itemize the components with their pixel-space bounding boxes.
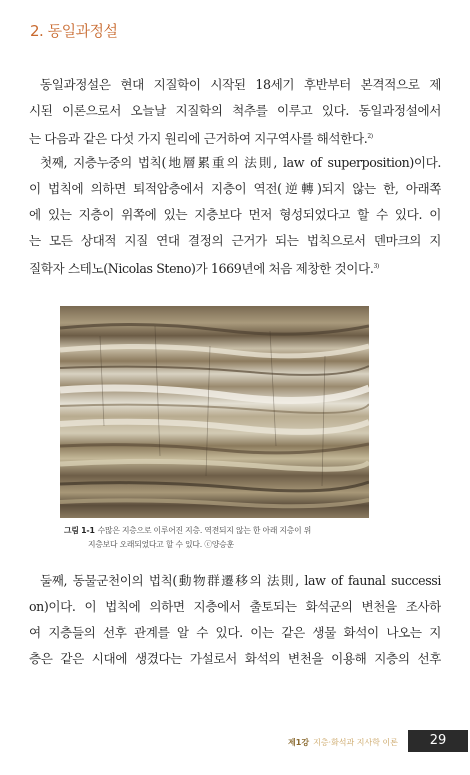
caption-line-2: 지층보다 오래되었다고 할 수 있다. ⓒ양승훈	[88, 540, 234, 549]
paragraph-line: 여 지층들의 선후 관계를 알 수 있다. 이는 같은 생물 화석이 나오는 지	[29, 625, 441, 640]
paragraph-line: on)이다. 이 법칙에 의하면 지층에서 출토되는 화석군의 변천을 조사하	[29, 599, 441, 614]
chapter-label: 제1강	[288, 738, 310, 747]
footnote-marker: 3)	[373, 263, 379, 270]
paragraph-line: 이 법칙에 의하면 퇴적암층에서 지층이 역전(逆轉)되지 않는 한, 아래쪽	[29, 181, 441, 196]
paragraph-line: 시된 이론으로서 오늘날 지질학의 척추를 이루고 있다. 동일과정설에서	[29, 103, 441, 118]
paragraph-line: 층은 같은 시대에 생겼다는 가설로서 화석의 변천을 이용해 지층의 선후	[29, 651, 441, 666]
section-heading: 2. 동일과정설	[30, 22, 118, 40]
paragraph-superposition	[29, 150, 441, 282]
paragraph-line	[29, 254, 441, 282]
chapter-title: 지층·화석과 지사학 이론	[313, 738, 398, 747]
rock-strata-photo	[60, 306, 369, 518]
running-footer	[288, 737, 398, 748]
paragraph-intro	[29, 72, 441, 152]
paragraph-line: 동일과정설은 현대 지질학이 시작된 18세기 후반부터 본격적으로 제	[40, 77, 441, 92]
footnote-marker: 2)	[367, 133, 373, 140]
rock-strata-image	[60, 306, 369, 518]
figure-caption	[64, 524, 384, 552]
paragraph-line	[29, 124, 441, 152]
paragraph-line: 둘째, 동물군천이의 법칙(動物群遷移의 法則, law of faunal successi	[40, 573, 441, 588]
paragraph-line-text: 질학자 스테노(Nicolas Steno)가 1669년에 처음 제창한 것이다.	[29, 261, 374, 276]
paragraph-line: 첫째, 지층누중의 법칙(地層累重의 法則, law of superposition)이다.	[40, 155, 441, 170]
paragraph-line: 는 모든 상대적 지질 연대 결정의 근거가 되는 법칙으로서 덴마크의 지	[29, 233, 441, 248]
paragraph-line-text: 는 다음과 같은 다섯 가지 원리에 근거하여 지구역사를 해석한다.	[29, 131, 368, 146]
paragraph-faunal-succession	[29, 568, 441, 672]
paragraph-line: 에 있는 지층이 위쪽에 있는 지층보다 먼저 형성되었다고 할 수 있다. 이	[29, 207, 441, 222]
figure-label: 그림 1-1	[64, 526, 95, 535]
caption-line-1: 수많은 지층으로 이루어진 지층. 역전되지 않는 한 아래 지층이 위	[97, 526, 312, 535]
page-number: 29	[408, 730, 468, 752]
